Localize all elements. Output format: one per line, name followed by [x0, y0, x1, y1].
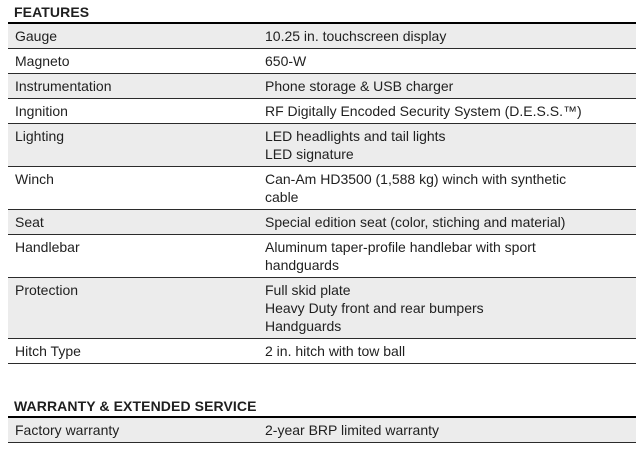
table-row: [8, 167, 636, 210]
row-label: Seat: [8, 210, 258, 235]
table-row: [8, 339, 636, 364]
row-value: Full skid plate Heavy Duty front and rear bumpers Handguards: [258, 278, 636, 339]
row-value: 2-year BRP limited warranty: [258, 418, 636, 443]
row-value: Phone storage & USB charger: [258, 74, 636, 99]
row-value: RF Digitally Encoded Security System (D.E.S.S.™): [258, 99, 636, 124]
row-label: Ingnition: [8, 99, 258, 124]
row-label: Handlebar: [8, 235, 258, 278]
warranty-table: [8, 418, 636, 443]
row-label: Winch: [8, 167, 258, 210]
table-row: [8, 74, 636, 99]
row-value: 650-W: [258, 49, 636, 74]
row-value: 10.25 in. touchscreen display: [258, 24, 636, 49]
table-row: [8, 24, 636, 49]
warranty-title: WARRANTY & EXTENDED SERVICE: [8, 394, 636, 418]
row-label: Factory warranty: [8, 418, 258, 443]
table-row: [8, 49, 636, 74]
row-value: Can-Am HD3500 (1,588 kg) winch with synthetic cable: [258, 167, 636, 210]
row-label: Instrumentation: [8, 74, 258, 99]
row-value: Aluminum taper-profile handlebar with sport handguards: [258, 235, 636, 278]
table-row: [8, 235, 636, 278]
features-title: FEATURES: [8, 0, 636, 24]
row-label: Protection: [8, 278, 258, 339]
row-label: Gauge: [8, 24, 258, 49]
row-value: 2 in. hitch with tow ball: [258, 339, 636, 364]
table-row: [8, 418, 636, 443]
table-row: [8, 99, 636, 124]
row-value: LED headlights and tail lights LED signature: [258, 124, 636, 167]
row-label: Lighting: [8, 124, 258, 167]
features-section: [8, 0, 636, 364]
row-value: Special edition seat (color, stiching and material): [258, 210, 636, 235]
warranty-section: [8, 394, 636, 443]
features-table: [8, 24, 636, 364]
row-label: Magneto: [8, 49, 258, 74]
table-row: [8, 278, 636, 339]
table-row: [8, 210, 636, 235]
table-row: [8, 124, 636, 167]
row-label: Hitch Type: [8, 339, 258, 364]
